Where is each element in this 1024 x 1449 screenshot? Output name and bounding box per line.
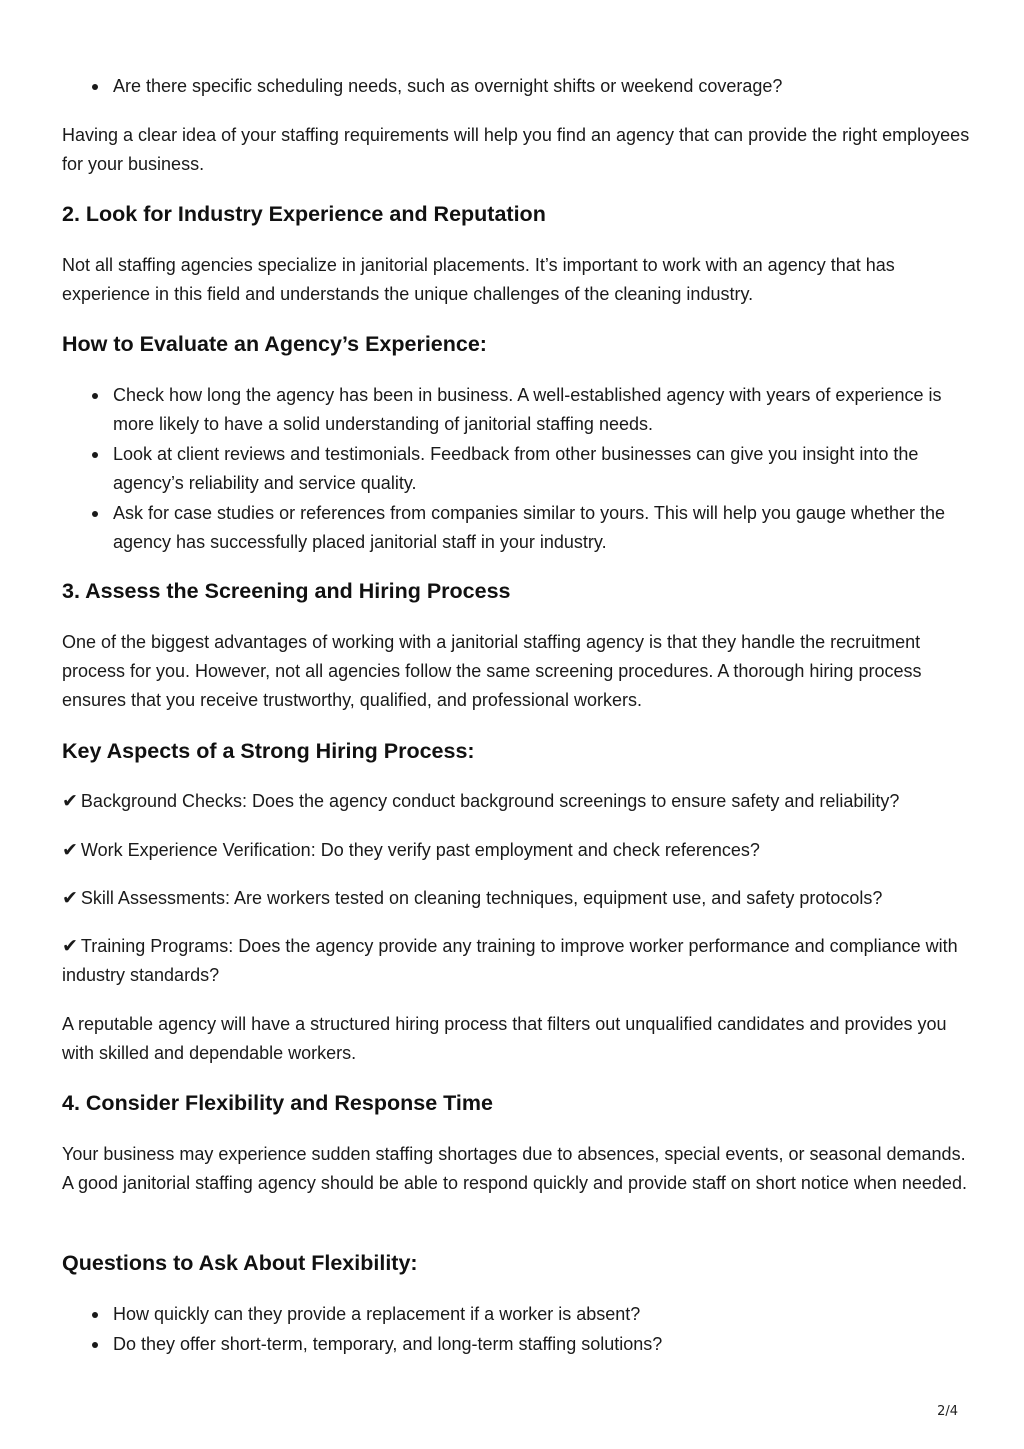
checkmark-icon: ✔ xyxy=(62,790,78,812)
checkmark-icon: ✔ xyxy=(62,839,78,861)
section-3-subheading: Key Aspects of a Strong Hiring Process: xyxy=(62,739,475,763)
section-4-paragraph: Your business may experience sudden staffing shortages due to absences, special events, or seasonal demands. A good janitorial staffing agency should be able to respond quickly and provide staff on short notice when needed. xyxy=(62,1144,967,1193)
bullet-icon xyxy=(92,1312,98,1318)
checkmark-icon: ✔ xyxy=(62,935,78,957)
check-item-training-programs: ✔ Training Programs: Does the agency provide any training to improve worker performance and compliance with industry standards? xyxy=(62,935,958,985)
section-4-heading: 4. Consider Flexibility and Response Time xyxy=(62,1091,493,1115)
section-2-subheading: How to Evaluate an Agency’s Experience: xyxy=(62,332,487,356)
section-2-paragraph: Not all staffing agencies specialize in janitorial placements. It’s important to work with an agency that has experience in this field and understands the unique challenges of the cleaning industry. xyxy=(62,255,895,304)
list-item: Are there specific scheduling needs, such as overnight shifts or weekend coverage? xyxy=(62,72,970,101)
list-item: Do they offer short-term, temporary, and long-term staffing solutions? xyxy=(62,1330,970,1359)
bullet-icon xyxy=(92,393,98,399)
check-item-work-experience: ✔ Work Experience Verification: Do they verify past employment and check references? xyxy=(62,839,760,861)
section-3-paragraph: One of the biggest advantages of working with a janitorial staffing agency is that they handle the recruitment process for you. However, not all agencies follow the same screening procedures. A thorough hiring process ensures that you receive trustworthy, qualified, and professional workers. xyxy=(62,632,922,710)
bullet-icon xyxy=(92,511,98,517)
list-item: Ask for case studies or references from companies similar to yours. This will help you gauge whether the agency has successfully placed janitorial staff in your industry. xyxy=(62,499,970,557)
list-item: Look at client reviews and testimonials. Feedback from other businesses can give you insight into the agency’s reliability and service quality. xyxy=(62,440,970,498)
check-item-background-checks: ✔ Background Checks: Does the agency conduct background screenings to ensure safety and reliability? xyxy=(62,790,900,812)
intro-paragraph: Having a clear idea of your staffing requirements will help you find an agency that can provide the right employees for your business. xyxy=(62,125,970,174)
checkmark-icon: ✔ xyxy=(62,887,78,909)
section-3-closing: A reputable agency will have a structured hiring process that filters out unqualified candidates and provides you with skilled and dependable workers. xyxy=(62,1014,947,1063)
list-item: How quickly can they provide a replacement if a worker is absent? xyxy=(62,1300,970,1329)
section-4-subheading: Questions to Ask About Flexibility: xyxy=(62,1251,418,1275)
section-3-heading: 3. Assess the Screening and Hiring Process xyxy=(62,579,511,603)
check-item-skill-assessments: ✔ Skill Assessments: Are workers tested on cleaning techniques, equipment use, and safety protocols? xyxy=(62,887,883,909)
section-2-heading: 2. Look for Industry Experience and Reputation xyxy=(62,202,546,226)
bullet-icon xyxy=(92,1342,98,1348)
page-number: 2/4 xyxy=(937,1404,958,1419)
bullet-icon xyxy=(92,84,98,90)
bullet-icon xyxy=(92,452,98,458)
list-item: Check how long the agency has been in business. A well-established agency with years of experience is more likely to have a solid understanding of janitorial staffing needs. xyxy=(62,381,970,439)
experience-bullet-list xyxy=(62,381,970,558)
intro-bullet-list xyxy=(62,72,970,102)
flexibility-bullet-list xyxy=(62,1300,970,1360)
